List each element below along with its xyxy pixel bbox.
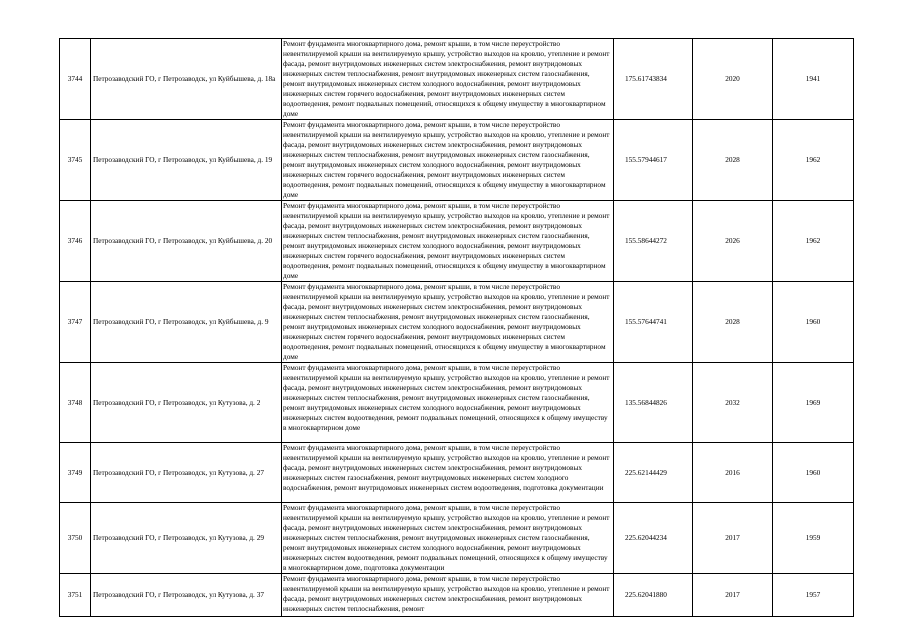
address-cell: Петрозаводский ГО, г Петрозаводск, ул Куйбышева, д. 18а	[91, 39, 282, 120]
planned-year-cell: 2028	[693, 120, 773, 201]
table-row	[60, 39, 854, 120]
build-year-cell: 1962	[773, 201, 854, 282]
planned-year-cell: 2032	[693, 363, 773, 443]
table-row	[60, 363, 854, 443]
row-number: 3745	[60, 120, 91, 201]
build-year-cell: 1960	[773, 282, 854, 363]
cost-cell: 225.62041880	[614, 574, 693, 617]
cost-cell: 225.62144429	[614, 443, 693, 503]
row-number: 3751	[60, 574, 91, 617]
build-year-cell: 1957	[773, 574, 854, 617]
cost-cell: 155.58644272	[614, 201, 693, 282]
row-number: 3747	[60, 282, 91, 363]
cost-cell: 135.56844826	[614, 363, 693, 443]
planned-year-cell: 2016	[693, 443, 773, 503]
address-cell: Петрозаводский ГО, г Петрозаводск, ул Кутузова, д. 37	[91, 574, 282, 617]
address-cell: Петрозаводский ГО, г Петрозаводск, ул Кутузова, д. 2	[91, 363, 282, 443]
row-number: 3744	[60, 39, 91, 120]
table-row	[60, 120, 854, 201]
works-cell: Ремонт фундамента многоквартирного дома, ремонт крыши, в том числе переустройство невентилируемой крыши на вентилируемую крышу, устройство выходов на кровлю, утепление и ремонт фасада, ремонт внутридомовых инженерных систем электроснабжения, ремонт внутридомовых инженерных систем теплоснабжения, ремонт	[282, 574, 614, 617]
address-cell: Петрозаводский ГО, г Петрозаводск, ул Куйбышева, д. 9	[91, 282, 282, 363]
build-year-cell: 1959	[773, 503, 854, 574]
works-cell: Ремонт фундамента многоквартирного дома, ремонт крыши, в том числе переустройство невентилируемой крыши на вентилируемую крышу, устройство выходов на кровлю, утепление и ремонт фасада, ремонт внутридомовых инженерных систем электроснабжения, ремонт внутридомовых инженерных систем теплоснабжения, ремонт внутридомовых инженерных систем газоснабжения, ремонт внутридомовых инженерных систем холодного водоснабжения, ремонт внутридомовых инженерных систем горячего водоснабжения, ремонт внутридомовых инженерных систем водоотведения, ремонт подвальных помещений, относящихся к общему имуществу в многоквартирном доме	[282, 120, 614, 201]
capital-repair-table	[59, 38, 854, 617]
cost-cell: 225.62044234	[614, 503, 693, 574]
planned-year-cell: 2028	[693, 282, 773, 363]
row-number: 3750	[60, 503, 91, 574]
cost-cell: 155.57944617	[614, 120, 693, 201]
row-number: 3748	[60, 363, 91, 443]
works-cell: Ремонт фундамента многоквартирного дома, ремонт крыши, в том числе переустройство невентилируемой крыши на вентилируемую крышу, устройство выходов на кровлю, утепление и ремонт фасада, ремонт внутридомовых инженерных систем электроснабжения, ремонт внутридомовых инженерных систем теплоснабжения, ремонт внутридомовых инженерных систем газоснабжения, ремонт внутридомовых инженерных систем холодного водоснабжения, ремонт внутридомовых инженерных систем горячего водоснабжения, ремонт внутридомовых инженерных систем водоотведения, ремонт подвальных помещений, относящихся к общему имуществу в многоквартирном доме	[282, 39, 614, 120]
build-year-cell: 1960	[773, 443, 854, 503]
table-row	[60, 201, 854, 282]
table-row	[60, 503, 854, 574]
cost-cell: 155.57644741	[614, 282, 693, 363]
planned-year-cell: 2017	[693, 503, 773, 574]
works-cell: Ремонт фундамента многоквартирного дома, ремонт крыши, в том числе переустройство невентилируемой крыши на вентилируемую крышу, устройство выходов на кровлю, утепление и ремонт фасада, ремонт внутридомовых инженерных систем электроснабжения, ремонт внутридомовых инженерных систем теплоснабжения, ремонт внутридомовых инженерных систем газоснабжения, ремонт внутридомовых инженерных систем холодного водоснабжения, ремонт внутридомовых инженерных систем горячего водоснабжения, ремонт внутридомовых инженерных систем водоотведения, ремонт подвальных помещений, относящихся к общему имуществу в многоквартирном доме	[282, 282, 614, 363]
planned-year-cell: 2020	[693, 39, 773, 120]
address-cell: Петрозаводский ГО, г Петрозаводск, ул Куйбышева, д. 20	[91, 201, 282, 282]
build-year-cell: 1969	[773, 363, 854, 443]
build-year-cell: 1962	[773, 120, 854, 201]
row-number: 3749	[60, 443, 91, 503]
works-cell: Ремонт фундамента многоквартирного дома, ремонт крыши, в том числе переустройство невентилируемой крыши на вентилируемую крышу, устройство выходов на кровлю, утепление и ремонт фасада, ремонт внутридомовых инженерных систем электроснабжения, ремонт внутридомовых инженерных систем теплоснабжения, ремонт внутридомовых инженерных систем газоснабжения, ремонт внутридомовых инженерных систем холодного водоснабжения, ремонт внутридомовых инженерных систем водоотведения, ремонт подвальных помещений, относящихся к общему имуществу в многоквартирном доме	[282, 363, 614, 443]
table-row	[60, 574, 854, 617]
address-cell: Петрозаводский ГО, г Петрозаводск, ул Куйбышева, д. 19	[91, 120, 282, 201]
works-cell: Ремонт фундамента многоквартирного дома, ремонт крыши, в том числе переустройство невентилируемой крыши на вентилируемую крышу, устройство выходов на кровлю, утепление и ремонт фасада, ремонт внутридомовых инженерных систем электроснабжения, ремонт внутридомовых инженерных систем газоснабжения, ремонт внутридомовых инженерных систем холодного водоснабжения, ремонт внутридомовых инженерных систем водоотведения, подготовка документации	[282, 443, 614, 503]
works-cell: Ремонт фундамента многоквартирного дома, ремонт крыши, в том числе переустройство невентилируемой крыши на вентилируемую крышу, устройство выходов на кровлю, утепление и ремонт фасада, ремонт внутридомовых инженерных систем электроснабжения, ремонт внутридомовых инженерных систем теплоснабжения, ремонт внутридомовых инженерных систем газоснабжения, ремонт внутридомовых инженерных систем холодного водоснабжения, ремонт внутридомовых инженерных систем горячего водоснабжения, ремонт внутридомовых инженерных систем водоотведения, ремонт подвальных помещений, относящихся к общему имуществу в многоквартирном доме	[282, 201, 614, 282]
cost-cell: 175.61743834	[614, 39, 693, 120]
table-row	[60, 443, 854, 503]
address-cell: Петрозаводский ГО, г Петрозаводск, ул Кутузова, д. 29	[91, 503, 282, 574]
table-row	[60, 282, 854, 363]
works-cell: Ремонт фундамента многоквартирного дома, ремонт крыши, в том числе переустройство невентилируемой крыши на вентилируемую крышу, устройство выходов на кровлю, утепление и ремонт фасада, ремонт внутридомовых инженерных систем электроснабжения, ремонт внутридомовых инженерных систем теплоснабжения, ремонт внутридомовых инженерных систем газоснабжения, ремонт внутридомовых инженерных систем холодного водоснабжения, ремонт внутридомовых инженерных систем водоотведения, ремонт подвальных помещений, относящихся к общему имуществу в многоквартирном доме, подготовка документации	[282, 503, 614, 574]
row-number: 3746	[60, 201, 91, 282]
planned-year-cell: 2026	[693, 201, 773, 282]
planned-year-cell: 2017	[693, 574, 773, 617]
address-cell: Петрозаводский ГО, г Петрозаводск, ул Кутузова, д. 27	[91, 443, 282, 503]
build-year-cell: 1941	[773, 39, 854, 120]
